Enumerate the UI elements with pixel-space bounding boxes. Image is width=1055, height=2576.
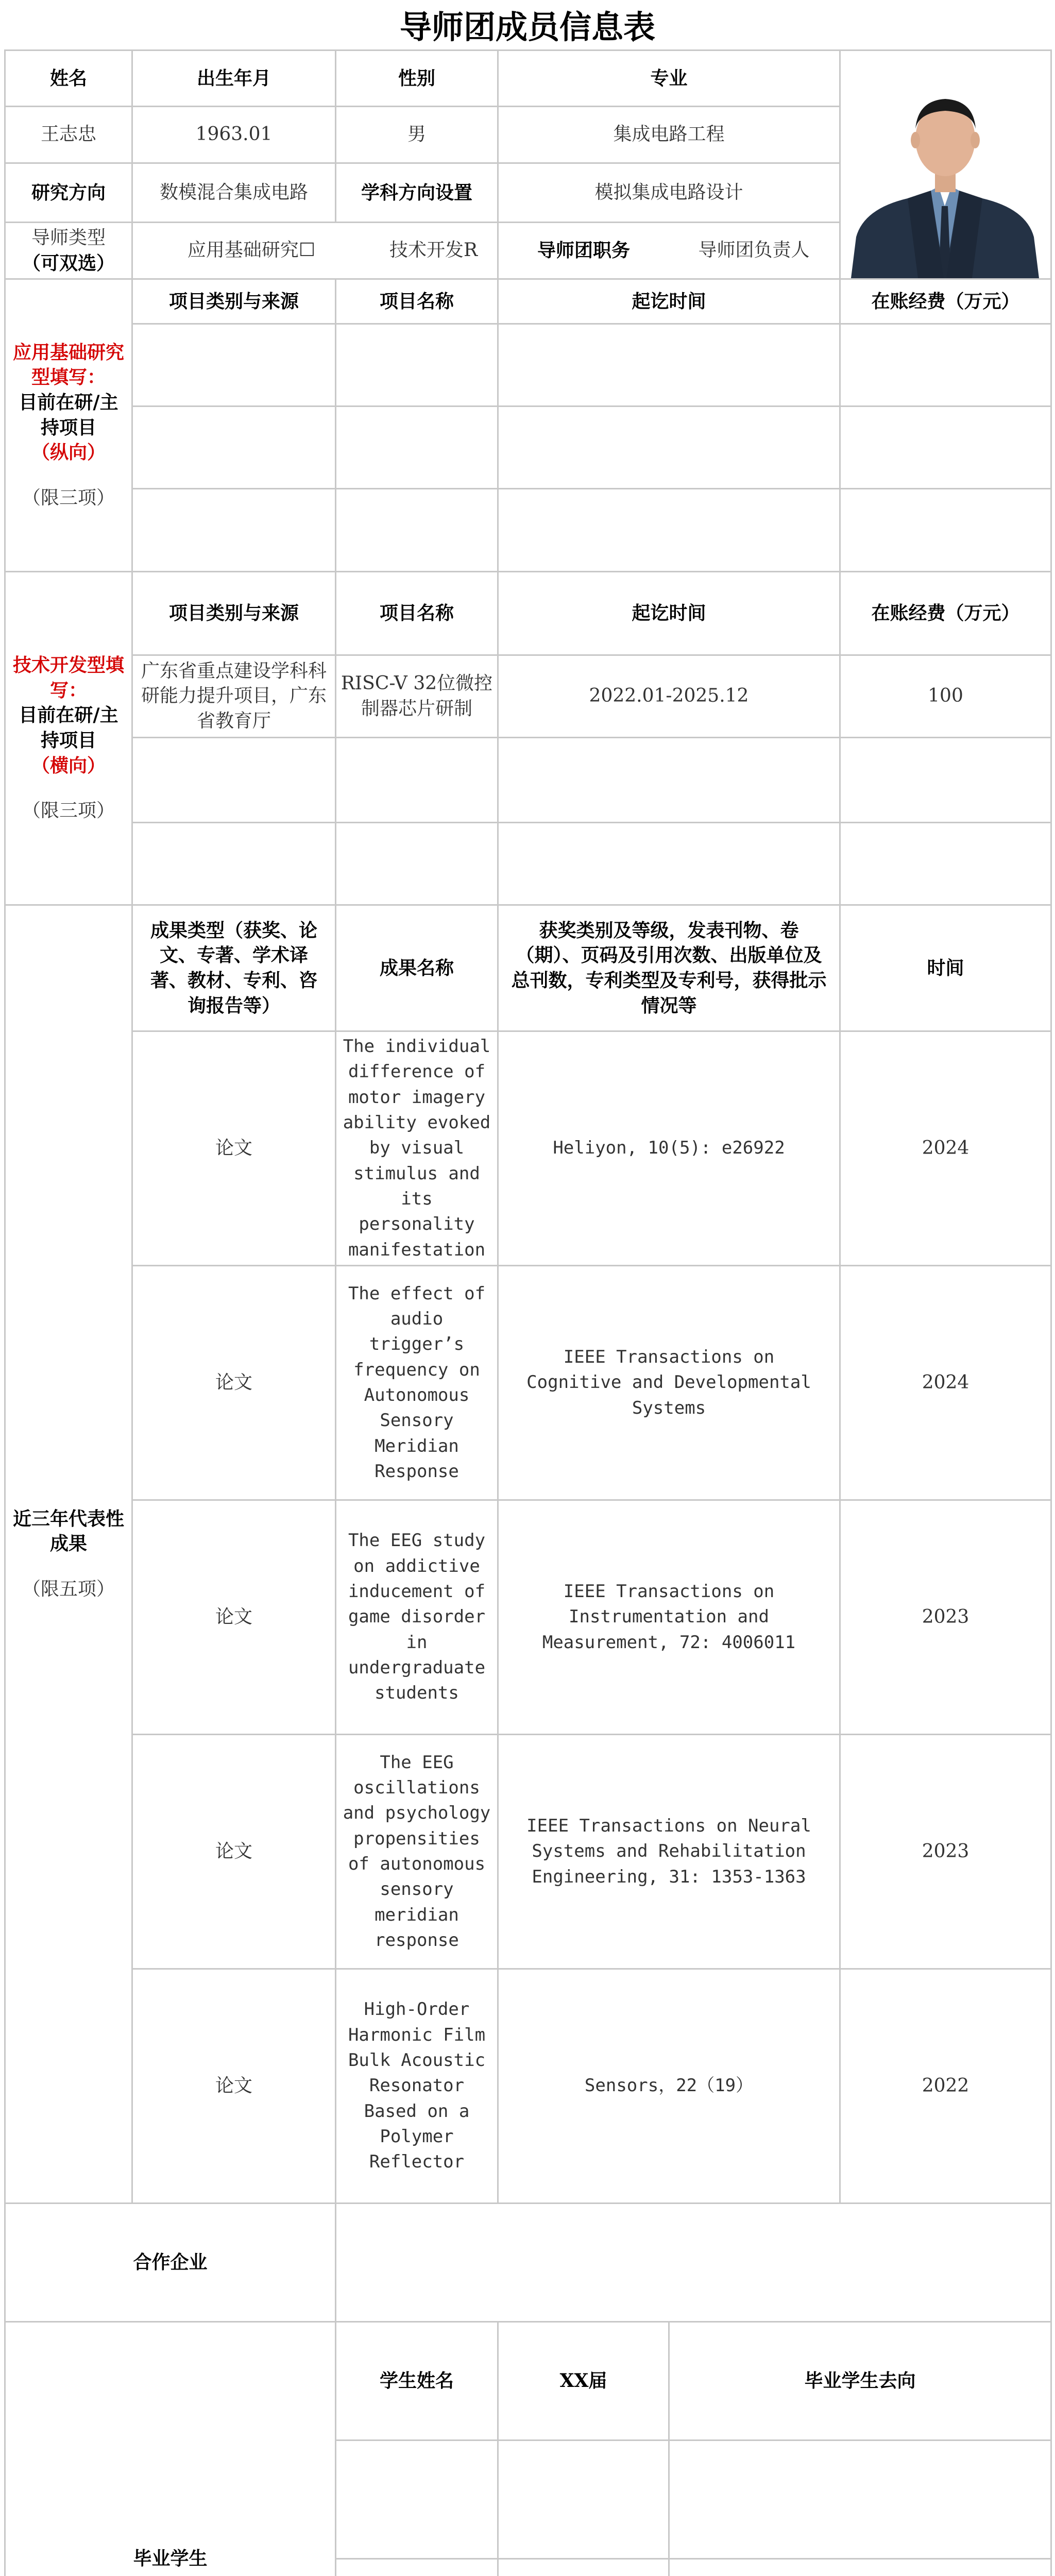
achievement-year: 2024 [922, 1371, 969, 1393]
achievement-name: The EEG study on addictive inducement of game disorder in undergraduate students [348, 1530, 486, 1704]
achievement-year: 2023 [922, 1606, 969, 1628]
achievement-detail: Sensors，22（19） [584, 2075, 754, 2096]
basic-research-label-projects: 目前在研/主持项目 [19, 391, 118, 438]
achievements-header-detail: 获奖类别及等级，发表刊物、卷（期）、页码及引用次数、出版单位及总刊数，专利类型及专利号，获得批示情况等 [511, 919, 827, 1016]
basic-research-header-funds: 在账经费（万元） [871, 290, 1020, 312]
achievements-label-title: 近三年代表性成果 [12, 1507, 124, 1555]
type-option-basic-research[interactable]: 应用基础研究☐ [187, 240, 316, 261]
tech-dev-project-funds: 100 [928, 685, 963, 707]
achievement-name: The individual difference of motor imagery ability evoked by visual stimulus and its personality manifestation [343, 1036, 491, 1260]
header-name: 姓名 [49, 67, 87, 89]
portrait-image [841, 52, 1049, 278]
graduates-header-destination: 毕业学生去向 [804, 2370, 916, 2392]
achievement-type: 论文 [215, 1840, 252, 1862]
mentor-name: 王志忠 [40, 124, 96, 145]
tech-dev-project-name: RISC-V 32位微控制器芯片研制 [341, 672, 493, 719]
research-direction: 数模混合集成电路 [159, 181, 308, 203]
achievement-name: High-Order Harmonic Film Bulk Acoustic Resonator Based on a Polymer Reflector [348, 1999, 486, 2173]
achievement-name: The effect of audio trigger’s frequency on Autonomous Sensory Meridian Response [348, 1283, 486, 1482]
tech-dev-label-title: 技术开发型填写： [12, 654, 124, 701]
achievement-type: 论文 [215, 2075, 252, 2096]
tech-dev-header-period: 起讫时间 [632, 602, 706, 624]
header-gender: 性别 [398, 67, 435, 89]
mentor-photo [841, 52, 1049, 278]
page-title: 导师团成员信息表 [399, 8, 655, 46]
achievements-limit: （限五项） [22, 1578, 115, 1600]
basic-research-header-source: 项目类别与来源 [168, 290, 299, 312]
cooperation-value[interactable] [336, 2204, 1050, 2321]
tech-dev-header-source: 项目类别与来源 [168, 602, 299, 624]
mentor-role: 导师团负责人 [698, 240, 810, 261]
header-mentor-type-line2: （可双选） [22, 252, 115, 274]
achievements-header-time: 时间 [927, 957, 964, 979]
basic-research-label [6, 280, 131, 571]
tech-dev-header-name: 项目名称 [379, 602, 454, 624]
tech-dev-limit: （限三项） [22, 800, 115, 822]
achievement-detail: IEEE Transactions on Instrumentation and Measurement, 72: 4006011 [542, 1581, 796, 1653]
achievement-type: 论文 [215, 1371, 252, 1393]
basic-research-label-title: 应用基础研究型填写： [12, 341, 124, 388]
achievement-type: 论文 [215, 1137, 252, 1159]
graduates-label: 毕业学生 [133, 2548, 208, 2570]
achievements-label [6, 906, 131, 2202]
mentor-gender: 男 [407, 124, 426, 145]
header-major: 专业 [650, 67, 688, 89]
cooperation-label: 合作企业 [133, 2251, 208, 2274]
basic-research-header-period: 起讫时间 [632, 290, 706, 312]
header-role: 导师团职务 [537, 240, 630, 262]
graduates-header-name: 学生姓名 [379, 2370, 454, 2392]
mentor-major: 集成电路工程 [613, 124, 725, 145]
mentor-birth: 1963.01 [195, 124, 273, 145]
tech-dev-label [6, 572, 131, 904]
basic-research-label-vertical: （纵向） [31, 442, 106, 464]
achievement-detail: IEEE Transactions on Cognitive and Developmental Systems [526, 1347, 811, 1418]
achievement-detail: Heliyon, 10(5): e26922 [553, 1138, 785, 1159]
achievement-type: 论文 [215, 1606, 252, 1628]
tech-dev-label-projects: 目前在研/主持项目 [19, 704, 118, 751]
header-mentor-type-line1: 导师类型 [31, 227, 106, 248]
header-research: 研究方向 [31, 181, 106, 204]
basic-research-header-name: 项目名称 [379, 290, 454, 312]
achievements-header-name: 成果名称 [379, 957, 454, 979]
type-option-tech-dev[interactable]: 技术开发R [389, 240, 478, 261]
achievement-name: The EEG oscillations and psychology propensities of autonomous sensory meridian response [343, 1752, 491, 1951]
achievements-header-type: 成果类型（获奖、论文、专著、学术译著、教材、专利、咨询报告等） [150, 919, 317, 1016]
achievement-year: 2024 [922, 1137, 969, 1159]
header-birth: 出生年月 [196, 67, 271, 89]
graduates-header-class: XX届 [559, 2370, 607, 2392]
achievement-year: 2023 [922, 1840, 969, 1862]
discipline-setting: 模拟集成电路设计 [594, 181, 743, 203]
tech-dev-header-funds: 在账经费（万元） [871, 602, 1020, 624]
achievement-year: 2022 [922, 2075, 969, 2096]
basic-research-limit: （限三项） [22, 487, 115, 509]
tech-dev-project-period: 2022.01-2025.12 [589, 685, 749, 707]
header-discipline: 学科方向设置 [361, 181, 472, 204]
header-mentor-type [6, 223, 131, 278]
tech-dev-project-source: 广东省重点建设学科科研能力提升项目，广东省教育厅 [141, 660, 327, 732]
achievement-detail: IEEE Transactions on Neural Systems and Rehabilitation Engineering, 31: 1353-1363 [526, 1816, 811, 1887]
tech-dev-label-horizontal: （横向） [31, 754, 106, 776]
